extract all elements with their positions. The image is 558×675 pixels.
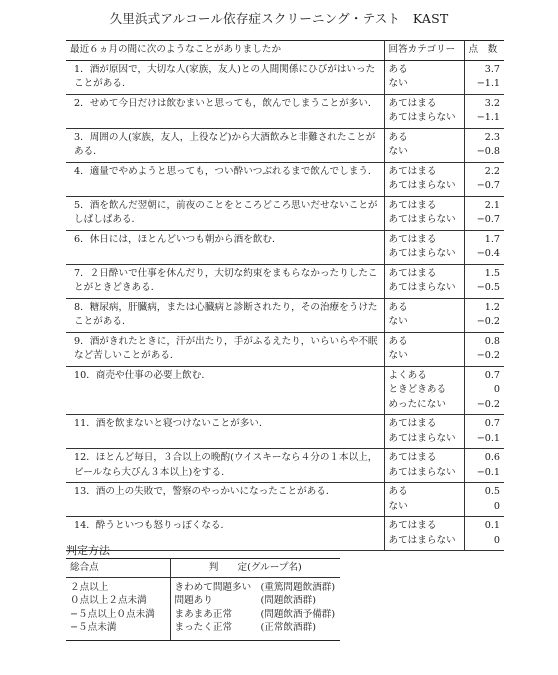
point-value: 0.8 (484, 335, 500, 347)
question-text: 3．周囲の人(家族，友人，上役など)から大酒飲みと非難されたことがある． (74, 131, 376, 157)
table-row (66, 298, 504, 332)
criteria-judgement: 問題あり (174, 595, 213, 606)
answer-option: ときどきある (388, 384, 447, 395)
point-value: 1.2 (484, 301, 500, 313)
points-cell (464, 298, 504, 332)
question-text: 8．糖尿病，肝臓病，または心臓病と診断されたり，その治療をうけたことがある． (74, 301, 378, 327)
answer-category-cell (384, 94, 464, 128)
answer-option: ある (388, 335, 408, 347)
question-cell (66, 128, 384, 162)
point-value: −0.2 (476, 398, 500, 410)
answer-option: めったにない (388, 398, 446, 410)
point-value: 2.2 (484, 165, 500, 177)
answer-category-cell (384, 415, 464, 449)
table-row (66, 366, 504, 415)
answer-category-cell (384, 449, 464, 483)
table-row (66, 517, 504, 551)
answer-category-cell (384, 517, 464, 551)
points-cell (464, 483, 504, 517)
answer-option: あてはまる (388, 97, 437, 109)
points-cell (464, 415, 504, 449)
point-value: 1.7 (484, 233, 500, 245)
criteria-total: −５点以上０点未満 (70, 608, 155, 620)
question-cell (66, 298, 384, 332)
question-text: 1．酒が原因で，大切な人(家族，友人)との人間関係にひびがはいったことがある． (74, 63, 376, 89)
points-cell (464, 94, 504, 128)
question-text: 6．休日には，ほとんどいつも朝から酒を飲む． (74, 233, 282, 245)
points-cell (464, 517, 504, 551)
header-points: 点 数 (464, 41, 504, 61)
point-value: −0.4 (476, 248, 500, 259)
criteria-header-total: 総合点 (66, 559, 170, 578)
question-text: 14．酔うといつも怒りっぽくなる． (74, 520, 231, 531)
point-value: −1.1 (476, 112, 500, 123)
criteria-totals (66, 577, 170, 640)
criteria-group: (重篤問題飲酒群) (260, 581, 336, 593)
answer-option: あてはまらない (388, 248, 456, 259)
point-value: 2.3 (484, 131, 500, 143)
answer-option: ある (388, 486, 408, 497)
answer-option: ない (388, 78, 408, 89)
criteria-body-row (66, 577, 340, 640)
points-cell (464, 128, 504, 162)
points-cell (464, 264, 504, 298)
table-row (66, 332, 504, 366)
answer-option: ない (388, 146, 408, 157)
answer-option: あてはまらない (388, 432, 456, 444)
answer-option: あてはまる (388, 233, 437, 245)
point-value: −0.8 (476, 146, 500, 157)
answer-category-cell (384, 162, 464, 196)
answer-category-cell (384, 332, 464, 366)
points-cell (464, 162, 504, 196)
header-category: 回答カテゴリー (384, 41, 464, 61)
criteria-table (66, 558, 340, 641)
point-value: 0.1 (484, 520, 500, 531)
table-row (66, 415, 504, 449)
point-value: −0.2 (476, 350, 500, 361)
question-text: 13．酒の上の失敗で，警察のやっかいになったことがある． (74, 486, 336, 497)
answer-option: ない (388, 500, 408, 512)
table-row (66, 196, 504, 230)
table-row (66, 483, 504, 517)
points-cell (464, 196, 504, 230)
answer-category-cell (384, 264, 464, 298)
question-text: 12．ほとんど毎日，３合以上の晩酌(ウイスキーなら４分の１本以上，ビールなら大びん３本以上)をする． (74, 452, 378, 478)
question-cell (66, 449, 384, 483)
question-text: 11．酒を飲まないと寝つけないことが多い． (74, 418, 269, 429)
point-value: −0.2 (476, 316, 500, 327)
question-text: 4．適量でやめようと思っても，つい酔いつぶれるまで飲んでしまう． (74, 165, 378, 177)
question-cell (66, 332, 384, 366)
criteria-judgement: まあまあ正常 (174, 608, 233, 620)
point-value: 0 (493, 500, 500, 512)
answer-option: あてはまらない (388, 466, 456, 478)
question-cell (66, 94, 384, 128)
answer-option: ない (388, 316, 408, 327)
criteria-judgement-line (175, 608, 337, 622)
table-header-row (66, 41, 504, 61)
answer-category-cell (384, 483, 464, 517)
question-text: 5．酒を飲んだ翌朝に，前夜のことをところどころ思いだせないことがしばしばある． (74, 199, 378, 225)
point-value: 2.1 (484, 199, 500, 211)
points-cell (464, 332, 504, 366)
answer-option: ある (388, 301, 408, 313)
table-row (66, 449, 504, 483)
point-value: −0.7 (476, 214, 500, 225)
point-value: 0.5 (484, 486, 500, 497)
point-value: 1.5 (484, 267, 500, 279)
answer-category-cell (384, 366, 464, 415)
answer-category-cell (384, 196, 464, 230)
criteria-header-row (66, 559, 340, 578)
answer-option: あてはまらない (388, 180, 456, 191)
answer-option: あてはまらない (388, 534, 456, 546)
point-value: 0 (493, 384, 500, 395)
answer-option: あてはまる (388, 452, 437, 463)
criteria-group: (問題飲酒予備群) (260, 608, 336, 620)
point-value: −1.1 (476, 78, 500, 89)
criteria-judgement-line (175, 581, 337, 595)
point-value: −0.1 (476, 432, 500, 444)
point-value: 0 (493, 534, 500, 546)
answer-option: あてはまる (388, 267, 437, 279)
table-row (66, 264, 504, 298)
points-cell (464, 230, 504, 264)
question-cell (66, 483, 384, 517)
answer-category-cell (384, 298, 464, 332)
point-value: 3.2 (484, 97, 500, 109)
criteria-judgement: まったく正常 (174, 622, 233, 633)
criteria-judgement-line (175, 621, 337, 635)
question-cell (66, 517, 384, 551)
criteria-group: (正常飲酒群) (260, 622, 316, 633)
criteria-group: (問題飲酒群) (260, 595, 316, 606)
question-cell (66, 264, 384, 298)
answer-option: あてはまる (388, 418, 437, 429)
answer-option: ある (388, 63, 408, 75)
answer-option: あてはまる (388, 199, 437, 211)
table-row (66, 60, 504, 94)
page-title: 久里浜式アルコール依存症スクリーニング・テスト KAST (109, 11, 449, 26)
criteria-judgements (170, 577, 340, 640)
point-value: −0.5 (476, 282, 500, 293)
points-cell (464, 366, 504, 415)
answer-option: あてはまる (388, 165, 437, 177)
question-text: 10．商売や仕事の必要上飲む． (74, 369, 211, 381)
question-text: 9．酒がきれたときに，汗が出たり，手がふるえたり，いらいらや不眠など苦しいことがある． (74, 335, 378, 361)
answer-option: あてはまらない (388, 214, 456, 225)
question-cell (66, 415, 384, 449)
point-value: −0.1 (476, 466, 500, 478)
table-row (66, 128, 504, 162)
criteria-total: −５点未満 (70, 622, 117, 633)
answer-category-cell (384, 60, 464, 94)
criteria-judgement: きわめて問題多い (174, 581, 252, 593)
answer-category-cell (384, 128, 464, 162)
question-text: 2．せめて今日だけは飲むまいと思っても，飲んでしまうことが多い． (74, 97, 378, 109)
answer-option: ない (388, 350, 408, 361)
header-question: 最近６ヵ月の間に次のようなことがありましたか (66, 41, 384, 61)
question-cell (66, 60, 384, 94)
point-value: 0.7 (484, 369, 500, 381)
criteria-heading: 判定方法 (66, 544, 110, 557)
answer-option: あてはまらない (388, 112, 456, 123)
table-row (66, 230, 504, 264)
question-cell (66, 366, 384, 415)
table-row (66, 94, 504, 128)
question-cell (66, 230, 384, 264)
point-value: 3.7 (484, 63, 500, 75)
answer-option: あてはまらない (388, 282, 456, 293)
kast-table (66, 40, 504, 551)
question-cell (66, 196, 384, 230)
criteria-total: ２点以上 (70, 581, 109, 593)
table-row (66, 162, 504, 196)
criteria-header-judgement: 判 定(グループ名) (170, 559, 340, 578)
point-value: −0.7 (476, 180, 500, 191)
answer-option: よくある (388, 369, 427, 381)
points-cell (464, 449, 504, 483)
answer-option: あてはまる (388, 520, 437, 531)
question-text: 7．２日酔いで仕事を休んだり，大切な約束をまもらなかったりしたことがときどきある． (74, 267, 378, 293)
criteria-judgement-line (175, 594, 337, 608)
point-value: 0.6 (484, 452, 500, 463)
answer-option: ある (388, 131, 408, 143)
point-value: 0.7 (484, 418, 500, 429)
answer-category-cell (384, 230, 464, 264)
question-cell (66, 162, 384, 196)
points-cell (464, 60, 504, 94)
criteria-total: ０点以上２点未満 (70, 595, 147, 606)
